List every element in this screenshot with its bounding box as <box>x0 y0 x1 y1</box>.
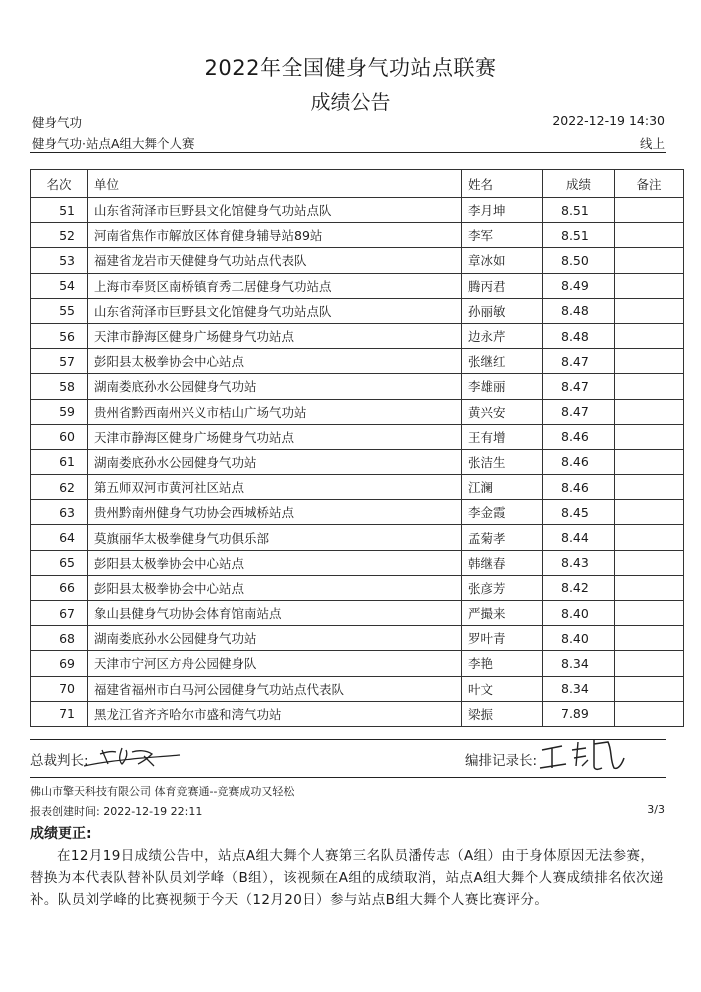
chief-referee-signature <box>82 740 182 772</box>
name-cell: 韩继春 <box>462 550 543 575</box>
name-cell: 孟菊孝 <box>462 525 543 550</box>
remark-cell <box>615 223 684 248</box>
unit-cell: 彭阳县太极拳协会中心站点 <box>88 575 462 600</box>
name-cell: 严撮来 <box>462 601 543 626</box>
remark-cell <box>615 676 684 701</box>
rank-cell: 64 <box>31 525 88 550</box>
column-header-remark: 备注 <box>615 170 684 198</box>
rank-cell: 55 <box>31 298 88 323</box>
score-cell: 8.51 <box>543 223 615 248</box>
unit-cell: 第五师双河市黄河社区站点 <box>88 475 462 500</box>
table-row <box>31 273 684 298</box>
rank-cell: 63 <box>31 500 88 525</box>
name-cell: 张洁生 <box>462 449 543 474</box>
rank-cell: 57 <box>31 349 88 374</box>
datetime-label: 2022-12-19 14:30 <box>552 113 665 128</box>
score-cell: 8.34 <box>543 651 615 676</box>
name-cell: 王有增 <box>462 424 543 449</box>
score-cell: 8.40 <box>543 626 615 651</box>
unit-cell: 上海市奉贤区南桥镇育秀二居健身气功站点 <box>88 273 462 298</box>
recorder-label: 编排记录长: <box>465 753 538 769</box>
remark-cell <box>615 298 684 323</box>
unit-cell: 黑龙江省齐齐哈尔市盛和湾气功站 <box>88 701 462 726</box>
signature-divider-bottom <box>30 777 666 778</box>
remark-cell <box>615 424 684 449</box>
score-cell: 8.49 <box>543 273 615 298</box>
unit-cell: 莫旗丽华太极拳健身气功俱乐部 <box>88 525 462 550</box>
remark-cell <box>615 500 684 525</box>
table-row <box>31 198 684 223</box>
rank-cell: 60 <box>31 424 88 449</box>
name-cell: 叶文 <box>462 676 543 701</box>
header-divider <box>30 152 666 153</box>
unit-cell: 福建省龙岩市天健健身气功站点代表队 <box>88 248 462 273</box>
remark-cell <box>615 248 684 273</box>
table-row <box>31 651 684 676</box>
remark-cell <box>615 449 684 474</box>
rank-cell: 62 <box>31 475 88 500</box>
remark-cell <box>615 349 684 374</box>
company-footer: 佛山市擎天科技有限公司 体育竞赛通--竞赛成功又轻松 <box>30 785 295 798</box>
table-row <box>31 500 684 525</box>
remark-cell <box>615 701 684 726</box>
table-row <box>31 424 684 449</box>
remark-cell <box>615 626 684 651</box>
unit-cell: 贵州黔南州健身气功协会西城桥站点 <box>88 500 462 525</box>
unit-cell: 天津市静海区健身广场健身气功站点 <box>88 424 462 449</box>
table-row <box>31 701 684 726</box>
table-row <box>31 676 684 701</box>
remark-cell <box>615 550 684 575</box>
table-row <box>31 525 684 550</box>
page-number: 3/3 <box>647 803 665 816</box>
score-cell: 8.48 <box>543 298 615 323</box>
rank-cell: 65 <box>31 550 88 575</box>
table-row <box>31 550 684 575</box>
correction-title: 成绩更正: <box>30 826 92 842</box>
rank-cell: 54 <box>31 273 88 298</box>
unit-cell: 彭阳县太极拳协会中心站点 <box>88 550 462 575</box>
name-cell: 李雄丽 <box>462 374 543 399</box>
results-table <box>30 169 684 727</box>
column-header-rank: 名次 <box>31 170 88 198</box>
score-cell: 8.48 <box>543 323 615 348</box>
report-created-time: 报表创建时间: 2022-12-19 22:11 <box>30 805 203 818</box>
name-cell: 李军 <box>462 223 543 248</box>
unit-cell: 福建省福州市白马河公园健身气功站点代表队 <box>88 676 462 701</box>
recorder-signature <box>538 732 628 776</box>
remark-cell <box>615 575 684 600</box>
unit-cell: 象山县健身气功协会体育馆南站点 <box>88 601 462 626</box>
score-cell: 8.34 <box>543 676 615 701</box>
rank-cell: 59 <box>31 399 88 424</box>
table-row <box>31 626 684 651</box>
column-header-unit: 单位 <box>88 170 462 198</box>
rank-cell: 52 <box>31 223 88 248</box>
score-cell: 8.47 <box>543 374 615 399</box>
score-cell: 7.89 <box>543 701 615 726</box>
rank-cell: 71 <box>31 701 88 726</box>
table-header-row <box>31 170 684 198</box>
remark-cell <box>615 374 684 399</box>
rank-cell: 53 <box>31 248 88 273</box>
name-cell: 边永芹 <box>462 323 543 348</box>
remark-cell <box>615 525 684 550</box>
table-row <box>31 374 684 399</box>
unit-cell: 河南省焦作市解放区体育健身辅导站89站 <box>88 223 462 248</box>
score-cell: 8.46 <box>543 424 615 449</box>
score-cell: 8.45 <box>543 500 615 525</box>
table-row <box>31 399 684 424</box>
remark-cell <box>615 273 684 298</box>
name-cell: 李艳 <box>462 651 543 676</box>
unit-cell: 天津市宁河区方舟公园健身队 <box>88 651 462 676</box>
table-row <box>31 601 684 626</box>
name-cell: 腾丙君 <box>462 273 543 298</box>
table-row <box>31 449 684 474</box>
page-title: 2022年全国健身气功站点联赛 <box>204 56 497 80</box>
rank-cell: 68 <box>31 626 88 651</box>
name-cell: 孙丽敏 <box>462 298 543 323</box>
score-cell: 8.43 <box>543 550 615 575</box>
rank-cell: 58 <box>31 374 88 399</box>
unit-cell: 湖南娄底孙水公园健身气功站 <box>88 374 462 399</box>
name-cell: 张继红 <box>462 349 543 374</box>
name-cell: 章冰如 <box>462 248 543 273</box>
rank-cell: 51 <box>31 198 88 223</box>
unit-cell: 彭阳县太极拳协会中心站点 <box>88 349 462 374</box>
column-header-name: 姓名 <box>462 170 543 198</box>
name-cell: 江澜 <box>462 475 543 500</box>
table-row <box>31 223 684 248</box>
unit-cell: 贵州省黔西南州兴义市桔山广场气功站 <box>88 399 462 424</box>
rank-cell: 61 <box>31 449 88 474</box>
remark-cell <box>615 198 684 223</box>
table-row <box>31 575 684 600</box>
score-cell: 8.47 <box>543 349 615 374</box>
table-row <box>31 323 684 348</box>
unit-cell: 天津市静海区健身广场健身气功站点 <box>88 323 462 348</box>
remark-cell <box>615 601 684 626</box>
table-row <box>31 298 684 323</box>
column-header-score: 成绩 <box>543 170 615 198</box>
table-row <box>31 349 684 374</box>
name-cell: 梁振 <box>462 701 543 726</box>
score-cell: 8.46 <box>543 475 615 500</box>
unit-cell: 山东省菏泽市巨野县文化馆健身气功站点队 <box>88 298 462 323</box>
correction-body: 在12月19日成绩公告中，站点A组大舞个人赛第三名队员潘传志（A组）由于身体原因无法参赛，替换为本代表队替补队员刘学峰（B组），该视频在A组的成绩取消，站点A组大舞个人赛成绩排名依次递补。队员刘学峰的比赛视频于今天（12月20日）参与站点B组大舞个人赛比赛评分。 <box>30 848 664 908</box>
score-cell: 8.42 <box>543 575 615 600</box>
remark-cell <box>615 651 684 676</box>
mode-label: 线上 <box>639 136 665 151</box>
unit-cell: 山东省菏泽市巨野县文化馆健身气功站点队 <box>88 198 462 223</box>
unit-cell: 湖南娄底孙水公园健身气功站 <box>88 449 462 474</box>
results-table-body <box>31 198 684 727</box>
remark-cell <box>615 475 684 500</box>
category-label: 健身气功 <box>32 115 83 130</box>
rank-cell: 67 <box>31 601 88 626</box>
name-cell: 黄兴安 <box>462 399 543 424</box>
event-label: 健身气功·站点A组大舞个人赛 <box>32 136 195 151</box>
remark-cell <box>615 399 684 424</box>
rank-cell: 56 <box>31 323 88 348</box>
score-cell: 8.50 <box>543 248 615 273</box>
name-cell: 李金霞 <box>462 500 543 525</box>
score-cell: 8.51 <box>543 198 615 223</box>
page-subtitle: 成绩公告 <box>310 90 391 114</box>
unit-cell: 湖南娄底孙水公园健身气功站 <box>88 626 462 651</box>
table-row <box>31 248 684 273</box>
score-cell: 8.44 <box>543 525 615 550</box>
name-cell: 张彦芳 <box>462 575 543 600</box>
rank-cell: 66 <box>31 575 88 600</box>
table-row <box>31 475 684 500</box>
name-cell: 罗叶青 <box>462 626 543 651</box>
name-cell: 李月坤 <box>462 198 543 223</box>
chief-referee-label: 总裁判长: <box>30 753 89 769</box>
rank-cell: 69 <box>31 651 88 676</box>
score-cell: 8.46 <box>543 449 615 474</box>
rank-cell: 70 <box>31 676 88 701</box>
score-cell: 8.40 <box>543 601 615 626</box>
score-cell: 8.47 <box>543 399 615 424</box>
remark-cell <box>615 323 684 348</box>
